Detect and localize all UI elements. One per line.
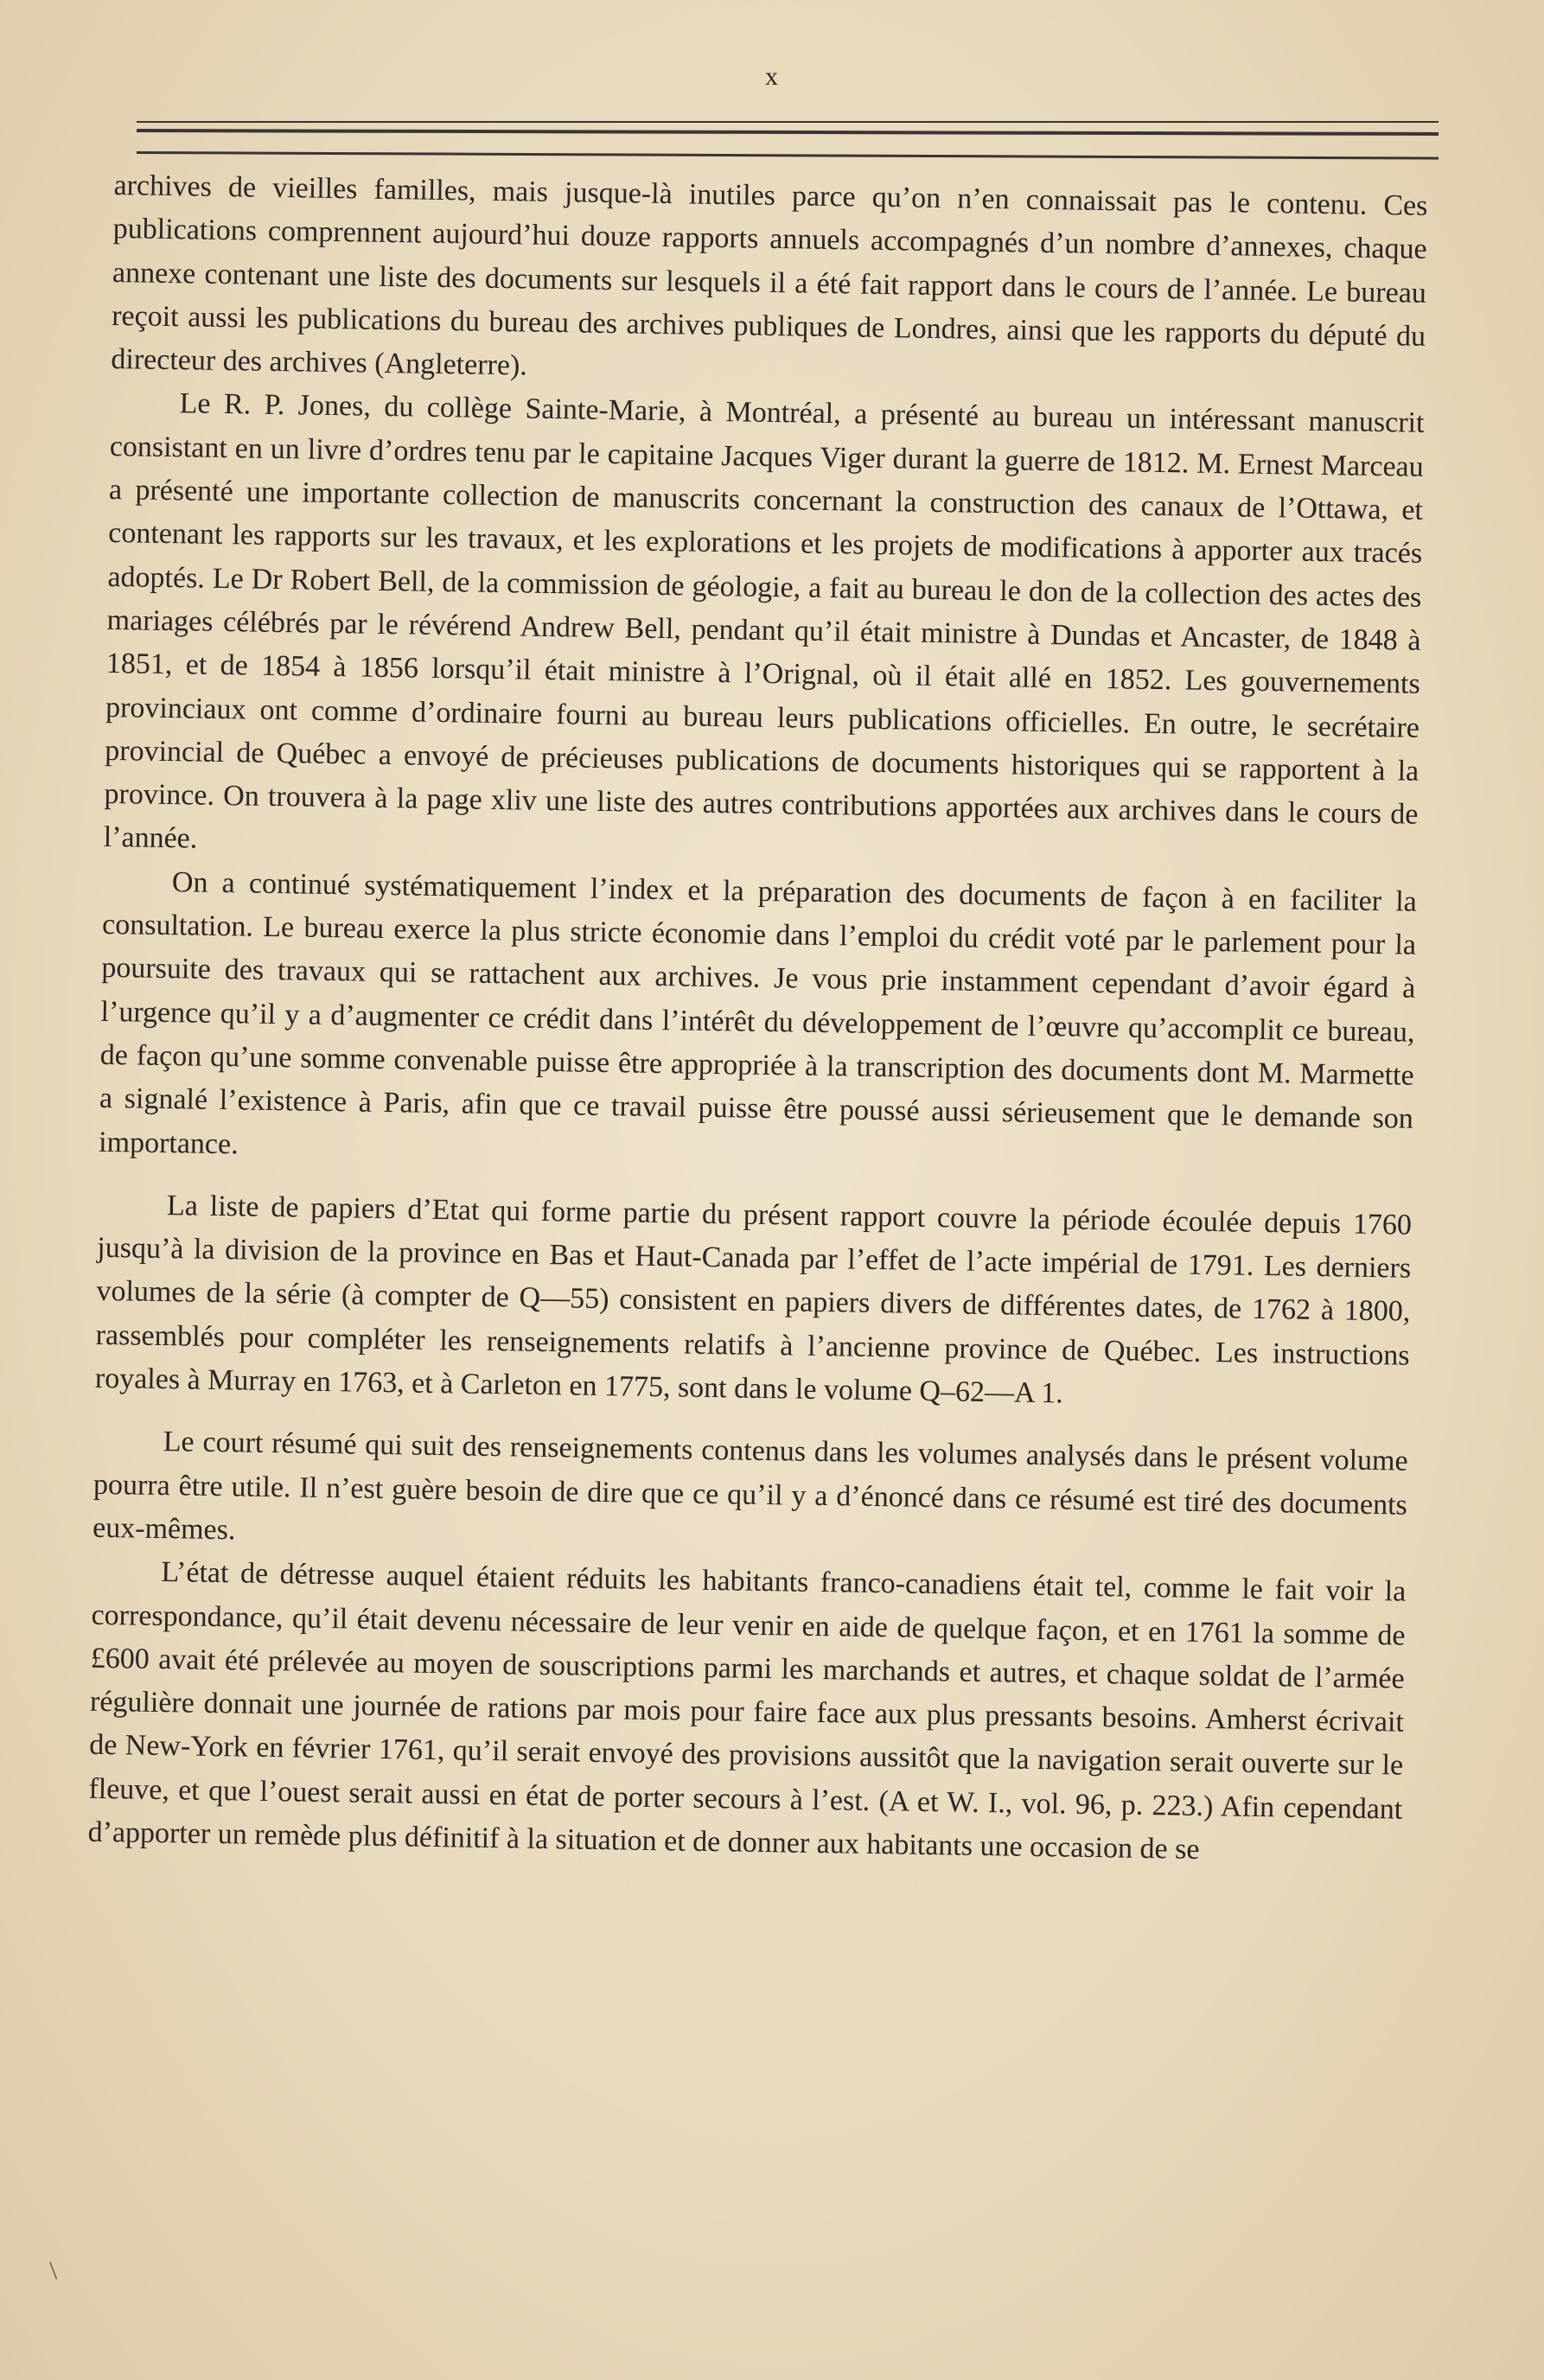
header-rule-thick: [137, 129, 1439, 136]
margin-pencil-mark: /: [41, 2257, 66, 2284]
body-text: [87, 164, 1428, 1875]
paragraph-index-and-credit: On a continué systématiquement l’index et la préparation des documents de façon à en faciliter la consultation. Le bureau exerce la plus stricte économie dans l’emploi du crédit voté par le parlement pour la poursuite des travaux qui se rattachent aux archives. Je vous prie instamment cependant d’avoir égard à l’urgence qu’il y a d’augmenter ce crédit dans l’intérêt du développement de l’œuvre qu’accomplit ce bureau, de façon qu’une somme convenable puisse être appropriée à la transcription des documents dont M. Marmette a signalé l’existence à Paris, afin que ce travail puisse être poussé aussi sérieusement que le demande son importance.: [98, 865, 1418, 1160]
page-number: x: [765, 62, 779, 91]
paragraph-state-papers: La liste de papiers d’Etat qui forme partie du présent rapport couvre la période écoulée depuis 1760 jusqu’à la division de la province en Bas et Haut-Canada par l’effet de l’acte impérial de 1791. Les derniers volumes de la série (à compter de Q—55) consistent en papiers divers de différentes dates, de 1762 à 1800, rassemblés pour compléter les renseignements relatifs à l’ancienne province de Québec. Les instructions royales à Murray en 1763, et à Carleton en 1775, sont dans le volume Q–62—A 1.: [94, 1189, 1413, 1410]
paragraph-manuscript-donations: Le R. P. Jones, du collège Sainte-Marie, à Montréal, a présenté au bureau un intéressant manuscrit consistant en un livre d’ordres tenu par le capitaine Jacques Viger durant la guerre de 1812. M. Ernest Marceau a présenté une importante collection de manuscrits concernant la construction des canaux de l’Ottawa, et contenant les rapports sur les travaux, et les explorations et les projets de modifications à apporter aux tracés adoptés. Le Dr Robert Bell, de la commission de géologie, a fait au bureau le don de la collection des actes des mariages célébrés par le révérend Andrew Bell, pendant qu’il était ministre à Dundas et Ancaster, de 1848 à 1851, et de 1854 à 1856 lorsqu’il était ministre à l’Orignal, où il était allé en 1852. Les gouvernements provinciaux ont comme d’ordinaire fourni au bureau leurs publications officielles. En outre, le secrétaire provincial de Québec a envoyé de précieuses publications de documents historiques qui se rapportent à la province. On trouvera à la page xliv une liste des autres contributions apportées aux archives dans le cours de l’année.: [103, 387, 1425, 856]
header-rule-lower: [137, 151, 1439, 160]
paragraph-summary-note: Le court résumé qui suit des renseignements contenus dans les volumes analysés dans le présent volume pourra être utile. Il n’est guère besoin de dire que ce qu’il y a d’énoncé dans ce résumé est tiré des documents eux-mêmes.: [92, 1426, 1408, 1547]
paragraph-archives-publications: archives de vieilles familles, mais jusque-là inutiles parce qu’on n’en connaissait pas le contenu. Ces publications comprennent aujourd’hui douze rapports annuels accompagnés d’un nombre d’annexes, chaque annexe contenant une liste des documents sur lesquels il a été fait rapport dans le cours de l’année. Le bureau reçoit aussi les publications du bureau des archives publiques de Londres, ainsi que les rapports du député du directeur des archives (Angleterre).: [111, 169, 1428, 382]
header-rule-thin: [137, 121, 1439, 123]
paragraph-distress: L’état de détresse auquel étaient réduits les habitants franco-canadiens était tel, comme le fait voir la correspondance, qu’il était devenu nécessaire de leur venir en aide de quelque façon, et en 1761 la somme de £600 avait été prélevée au moyen de souscriptions parmi les marchands et autres, et chaque soldat de l’armée régulière donnait une journée de rations par mois pour faire face aux plus pressants besoins. Amherst écrivait de New-York en février 1761, qu’il serait envoyé des provisions aussitôt que la navigation serait ouverte sur le fleuve, et que l’ouest serait aussi en état de porter secours à l’est. (A et W. I., vol. 96, p. 223.) Afin cependant d’apporter un remède plus définitif à la situation et de donner aux habitants une occasion de se: [87, 1556, 1407, 1866]
